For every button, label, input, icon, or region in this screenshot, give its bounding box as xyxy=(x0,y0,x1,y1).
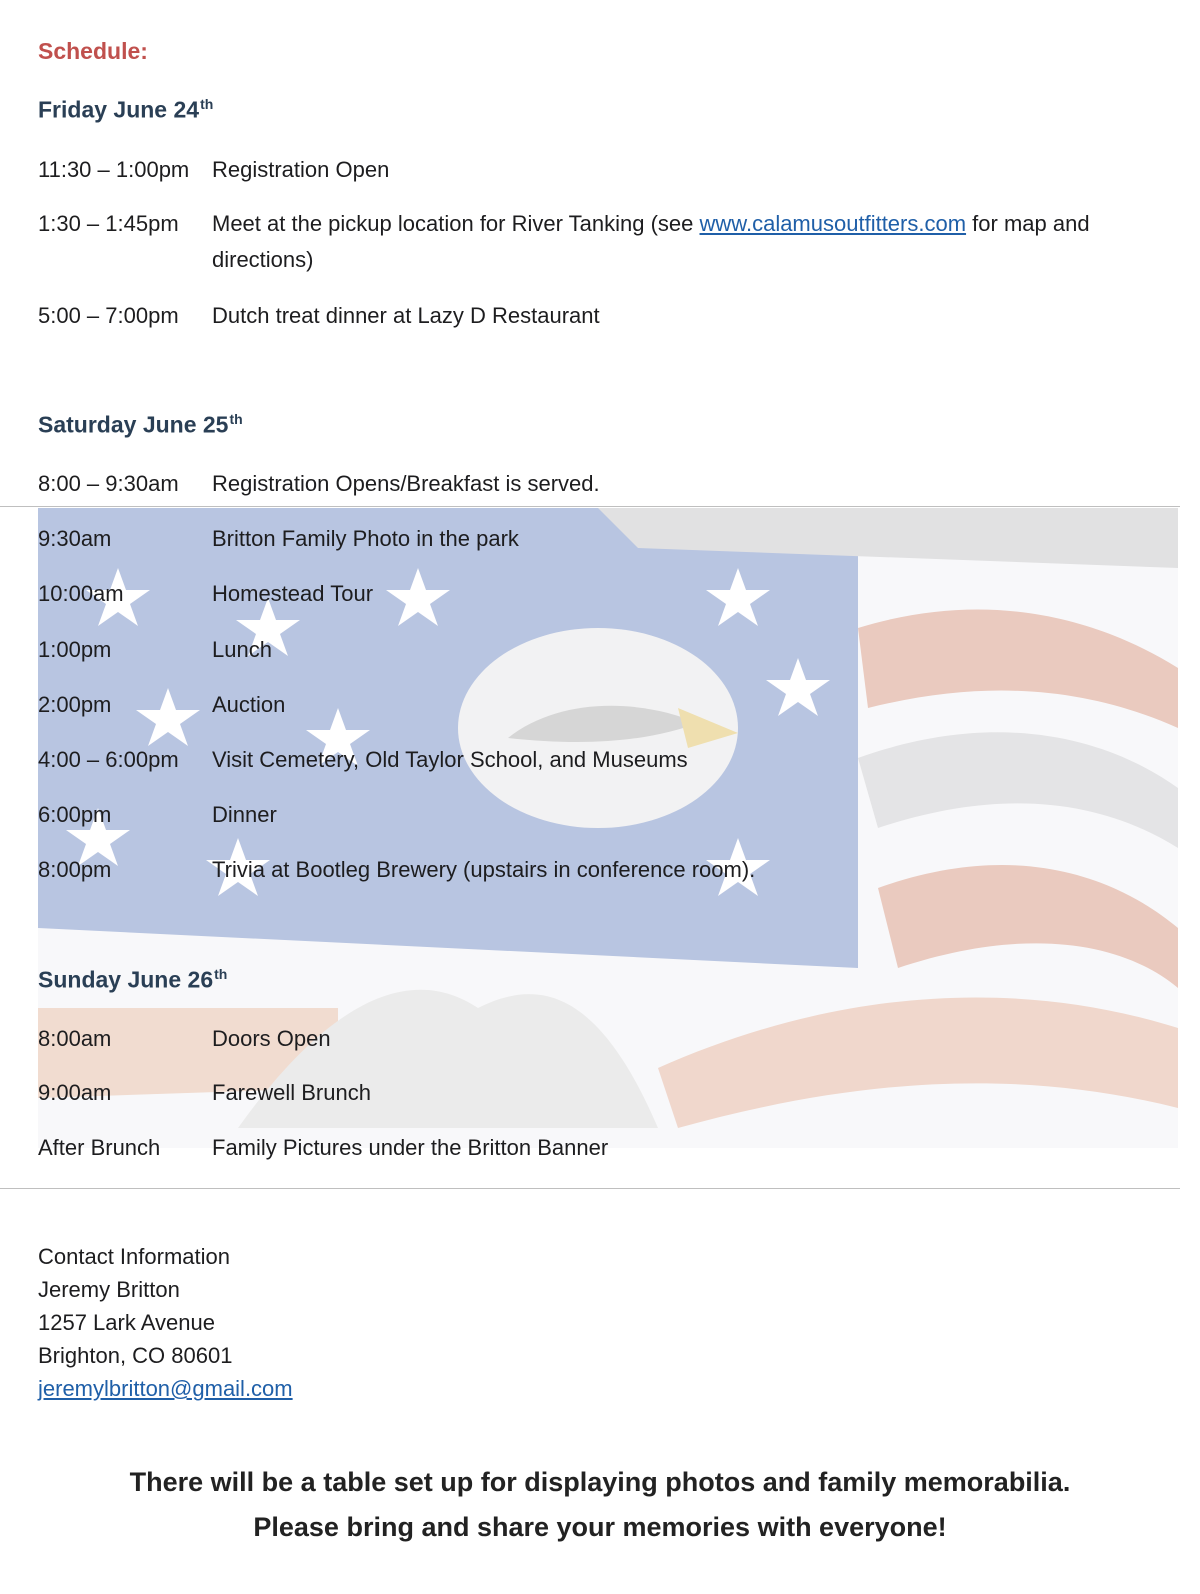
day-heading-suffix: th xyxy=(214,966,228,982)
event-description-end: for map and directions) xyxy=(212,211,1090,272)
day-heading-suffix: th xyxy=(200,96,214,112)
event-time: 8:00pm xyxy=(38,857,112,882)
event-time: 11:30 – 1:00pm xyxy=(38,157,190,182)
scan-line-top xyxy=(0,506,1180,507)
event-time: 9:30am xyxy=(38,526,112,551)
contact-email-link[interactable]: jeremylbritton@gmail.com xyxy=(38,1376,293,1401)
day-heading-friday xyxy=(38,96,213,124)
event-description-start: Meet at the pickup location for River Tanking (see xyxy=(212,211,700,236)
event-description xyxy=(212,206,1172,278)
event-time: 5:00 – 7:00pm xyxy=(38,303,179,328)
contact-information xyxy=(38,1240,293,1405)
schedule-title: Schedule: xyxy=(38,38,148,64)
day-heading-text: Friday June 24 xyxy=(38,96,200,123)
event-description: Registration Opens/Breakfast is served. xyxy=(212,471,600,496)
event-description: Lunch xyxy=(212,637,272,662)
event-description: Dinner xyxy=(212,802,277,827)
event-description: Dutch treat dinner at Lazy D Restaurant xyxy=(212,303,600,328)
scan-line-bottom xyxy=(0,1188,1180,1189)
day-heading-saturday xyxy=(38,411,243,439)
event-time: 8:00 – 9:30am xyxy=(38,471,179,496)
footer-line-2: Please bring and share your memories with everyone! xyxy=(253,1512,947,1542)
event-description: Trivia at Bootleg Brewery (upstairs in conference room). xyxy=(212,857,756,882)
footer-line-1: There will be a table set up for displaying photos and family memorabilia. xyxy=(129,1467,1071,1497)
event-time: 2:00pm xyxy=(38,692,112,717)
event-description: Auction xyxy=(212,692,286,717)
contact-street: 1257 Lark Avenue xyxy=(38,1310,215,1335)
event-time: 8:00am xyxy=(38,1026,112,1051)
event-time: 9:00am xyxy=(38,1080,112,1105)
event-time: 10:00am xyxy=(38,581,124,606)
event-time: 4:00 – 6:00pm xyxy=(38,747,179,772)
outfitters-link[interactable]: www.calamusoutfitters.com xyxy=(699,211,967,236)
day-heading-text: Sunday June 26 xyxy=(38,966,214,993)
contact-city: Brighton, CO 80601 xyxy=(38,1343,233,1368)
event-description: Farewell Brunch xyxy=(212,1080,371,1105)
contact-name: Jeremy Britton xyxy=(38,1277,180,1302)
day-heading-sunday xyxy=(38,966,227,994)
event-time: After Brunch xyxy=(38,1135,161,1160)
day-heading-suffix: th xyxy=(229,411,243,427)
event-description: Doors Open xyxy=(212,1026,331,1051)
event-description: Homestead Tour xyxy=(212,581,374,606)
event-description: Registration Open xyxy=(212,157,390,182)
event-time: 6:00pm xyxy=(38,802,112,827)
event-time: 1:00pm xyxy=(38,637,112,662)
contact-heading: Contact Information xyxy=(38,1244,230,1269)
event-description: Visit Cemetery, Old Taylor School, and Museums xyxy=(212,747,688,772)
event-time: 1:30 – 1:45pm xyxy=(38,211,179,236)
footer-note xyxy=(0,1460,1200,1550)
day-heading-text: Saturday June 25 xyxy=(38,411,229,438)
event-description: Britton Family Photo in the park xyxy=(212,526,519,551)
event-description: Family Pictures under the Britton Banner xyxy=(212,1135,609,1160)
